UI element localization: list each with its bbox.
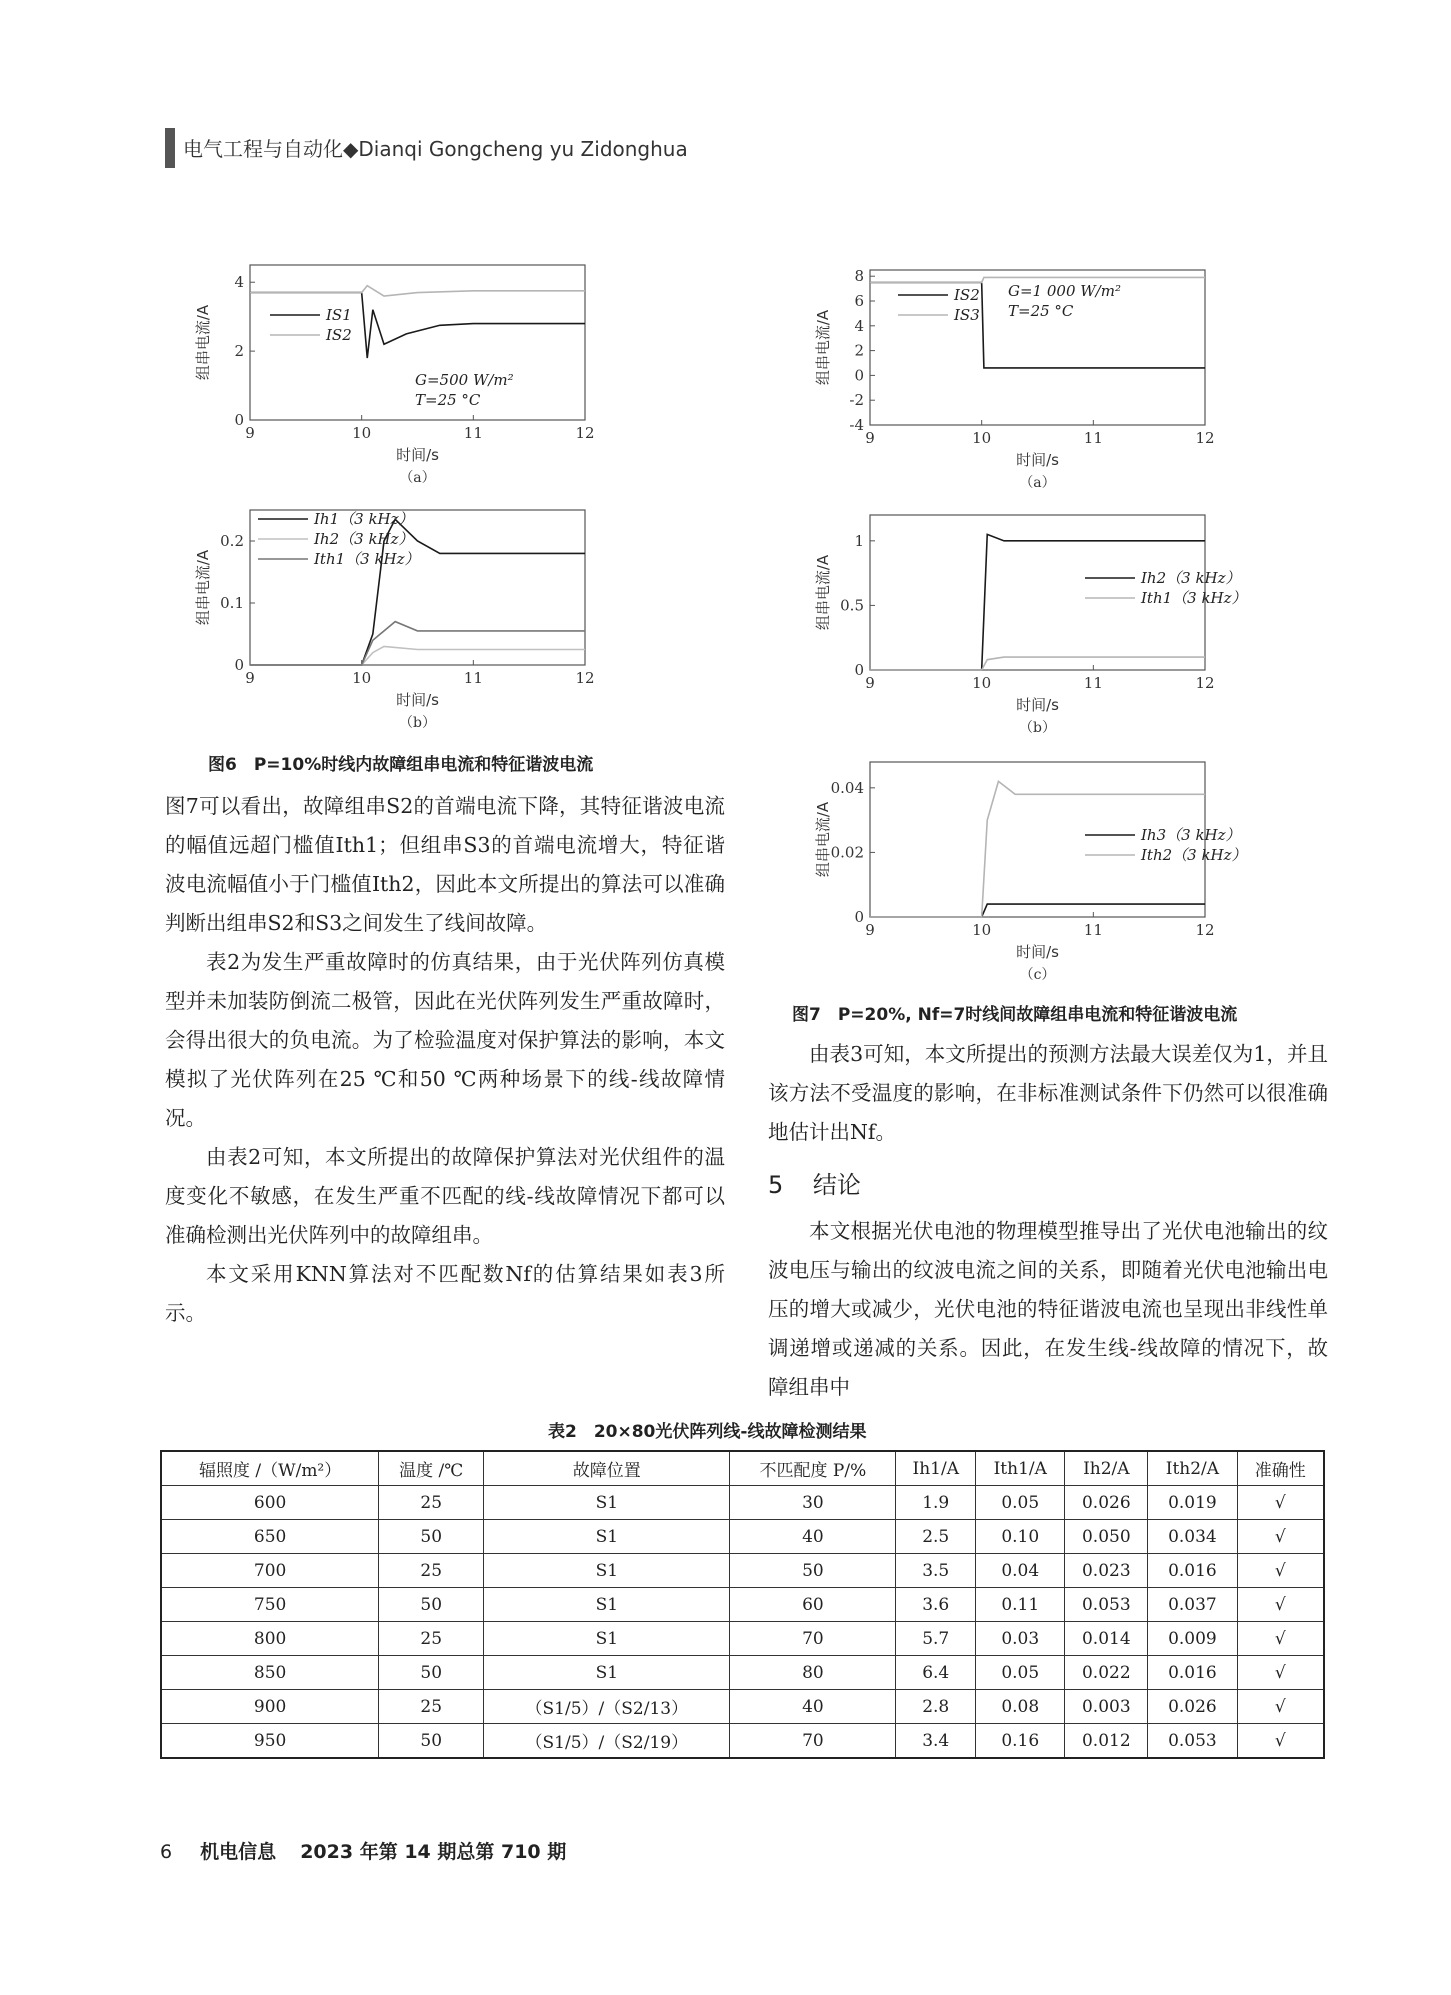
x-tick-label: 11 xyxy=(463,669,483,687)
table-cell: 900 xyxy=(161,1690,379,1724)
table-cell: S1 xyxy=(484,1486,730,1520)
paragraph: 由表2可知，本文所提出的故障保护算法对光伏组件的温度变化不敏感，在发生严重不匹配的线-线故障情况下都可以准确检测出光伏阵列中的故障组串。 xyxy=(165,1145,725,1247)
x-axis-label: 时间/s xyxy=(1016,451,1059,469)
paragraph: 由表3可知，本文所提出的预测方法最大误差仅为1，并且该方法不受温度的影响，在非标准测试条件下仍然可以很准确地估计出Nf。 xyxy=(768,1042,1328,1144)
table-cell: S1 xyxy=(484,1588,730,1622)
y-tick-label: -2 xyxy=(849,391,864,410)
x-tick-label: 12 xyxy=(1195,674,1215,692)
x-tick-label: 11 xyxy=(1083,921,1103,939)
table-cell: 0.023 xyxy=(1065,1554,1148,1588)
y-tick-label: 2 xyxy=(234,342,244,361)
x-tick-label: 10 xyxy=(352,669,372,687)
y-tick-label: 1 xyxy=(854,531,864,550)
legend-label: Ith2（3 kHz） xyxy=(1141,846,1247,864)
table-cell: 600 xyxy=(161,1486,379,1520)
legend-label: Ih1（3 kHz） xyxy=(314,510,414,528)
table-cell: 40 xyxy=(730,1690,896,1724)
series-line xyxy=(870,657,1205,670)
table-cell: S1 xyxy=(484,1520,730,1554)
table-cell: 950 xyxy=(161,1724,379,1759)
legend-label: Ih2（3 kHz） xyxy=(1141,569,1241,587)
table-row xyxy=(161,1724,1324,1759)
x-tick-label: 9 xyxy=(865,921,875,939)
section-number: 5 xyxy=(768,1171,784,1199)
series-line xyxy=(250,519,585,665)
y-axis-label: 组串电流/A xyxy=(194,304,212,381)
table-cell: 0.05 xyxy=(976,1656,1065,1690)
chart-annotation: G=500 W/m² xyxy=(415,371,514,389)
x-tick-label: 12 xyxy=(575,669,595,687)
table-cell: 3.5 xyxy=(896,1554,976,1588)
table-row xyxy=(161,1520,1324,1554)
section-title: 结论 xyxy=(812,1171,861,1199)
journal-header: 电气工程与自动化◆Dianqi Gongcheng yu Zidonghua xyxy=(183,137,688,161)
table-cell: 650 xyxy=(161,1520,379,1554)
table-header-cell: 辐照度 /（W/m²） xyxy=(161,1451,379,1486)
subfigure-label: （a） xyxy=(399,470,436,486)
legend-label: Ith1（3 kHz） xyxy=(314,550,420,568)
series-line xyxy=(870,904,1205,917)
journal-name: 机电信息 xyxy=(200,1841,277,1863)
x-tick-label: 9 xyxy=(865,674,875,692)
table-cell: 2.8 xyxy=(896,1690,976,1724)
table-cell: 3.4 xyxy=(896,1724,976,1759)
y-tick-label: 4 xyxy=(234,273,244,292)
table-cell: 0.016 xyxy=(1148,1656,1237,1690)
y-axis-label: 组串电流/A xyxy=(194,549,212,626)
table-cell: 0.026 xyxy=(1148,1690,1237,1724)
table-cell: √ xyxy=(1237,1656,1324,1690)
table-cell: 0.16 xyxy=(976,1724,1065,1759)
table-cell: 70 xyxy=(730,1724,896,1759)
x-tick-label: 12 xyxy=(1195,429,1215,447)
series-line xyxy=(250,646,585,665)
y-tick-label: 2 xyxy=(854,341,864,360)
y-tick-label: 0.2 xyxy=(220,532,244,550)
table-cell: 2.5 xyxy=(896,1520,976,1554)
x-tick-label: 10 xyxy=(352,424,372,442)
y-tick-label: 8 xyxy=(854,267,864,286)
left-column xyxy=(165,787,725,1333)
x-axis-label: 时间/s xyxy=(396,691,439,709)
subfigure-label: （c） xyxy=(1019,967,1056,983)
table-header-cell: Ih1/A xyxy=(896,1451,976,1486)
table-cell: 50 xyxy=(379,1656,484,1690)
series-line xyxy=(250,286,585,296)
figure-7c xyxy=(770,752,1330,992)
table-cell: 0.014 xyxy=(1065,1622,1148,1656)
fig7a-chart xyxy=(770,260,1330,500)
y-tick-label: 4 xyxy=(854,316,864,335)
legend-label: IS2 xyxy=(954,286,980,304)
y-tick-label: 0 xyxy=(854,366,864,385)
table-cell: 50 xyxy=(730,1554,896,1588)
table-cell: 0.053 xyxy=(1148,1724,1237,1759)
subfigure-label: （b） xyxy=(399,715,436,731)
table-cell: 60 xyxy=(730,1588,896,1622)
page-number: 6 xyxy=(160,1841,173,1863)
legend-label: Ith1（3 kHz） xyxy=(1141,589,1247,607)
y-axis-label: 组串电流/A xyxy=(814,554,832,631)
table-cell: 0.022 xyxy=(1065,1656,1148,1690)
table-cell: 5.7 xyxy=(896,1622,976,1656)
x-tick-label: 12 xyxy=(1195,921,1215,939)
x-tick-label: 9 xyxy=(245,424,255,442)
table-cell: （S1/5）/（S2/19） xyxy=(484,1724,730,1759)
table-row xyxy=(161,1486,1324,1520)
table-cell: 40 xyxy=(730,1520,896,1554)
table-cell: 0.08 xyxy=(976,1690,1065,1724)
y-tick-label: 6 xyxy=(854,292,864,310)
y-tick-label: 0 xyxy=(234,411,244,429)
x-tick-label: 11 xyxy=(1083,429,1103,447)
table-cell: 0.050 xyxy=(1065,1520,1148,1554)
paragraph: 本文采用KNN算法对不匹配数Nf的估算结果如表3所示。 xyxy=(165,1262,725,1325)
x-tick-label: 10 xyxy=(972,674,992,692)
table-header-cell: 温度 /℃ xyxy=(379,1451,484,1486)
subfigure-label: （b） xyxy=(1019,720,1056,736)
table-cell: 30 xyxy=(730,1486,896,1520)
series-line xyxy=(250,622,585,665)
table-title: 表2 20×80光伏阵列线-线故障检测结果 xyxy=(548,1422,867,1442)
table-header-cell: 准确性 xyxy=(1237,1451,1324,1486)
table-cell: （S1/5）/（S2/13） xyxy=(484,1690,730,1724)
x-axis-label: 时间/s xyxy=(1016,696,1059,714)
table-cell: 750 xyxy=(161,1588,379,1622)
figure-6b xyxy=(150,500,710,740)
legend-label: IS2 xyxy=(326,326,352,344)
issue-info: 2023 年第 14 期总第 710 期 xyxy=(300,1841,567,1863)
table-cell: 6.4 xyxy=(896,1656,976,1690)
chart-annotation: T=25 °C xyxy=(415,391,481,409)
table-header-cell: Ith2/A xyxy=(1148,1451,1237,1486)
table-row xyxy=(161,1622,1324,1656)
table-cell: √ xyxy=(1237,1724,1324,1759)
table-cell: 25 xyxy=(379,1622,484,1656)
table-cell: 70 xyxy=(730,1622,896,1656)
table-row xyxy=(161,1554,1324,1588)
x-tick-label: 11 xyxy=(1083,674,1103,692)
table-cell: √ xyxy=(1237,1520,1324,1554)
table-row xyxy=(161,1690,1324,1724)
section-heading xyxy=(768,1165,861,1200)
fig6a-chart xyxy=(150,255,710,495)
x-tick-label: 10 xyxy=(972,429,992,447)
table-cell: 0.012 xyxy=(1065,1724,1148,1759)
table-cell: 0.05 xyxy=(976,1486,1065,1520)
table-cell: 0.04 xyxy=(976,1554,1065,1588)
paragraph: 图7可以看出，故障组串S2的首端电流下降，其特征谐波电流的幅值远超门槛值Ith1；但组串S3的首端电流增大，特征谐波电流幅值小于门槛值Ith2，因此本文所提出的算法可以准确判断出组串S2和S3之间发生了线间故障。 xyxy=(165,794,725,935)
legend-label: IS1 xyxy=(326,306,352,324)
fig7b-chart xyxy=(770,505,1330,745)
table-row xyxy=(161,1656,1324,1690)
table-cell: 0.009 xyxy=(1148,1622,1237,1656)
table-cell: 0.026 xyxy=(1065,1486,1148,1520)
x-tick-label: 9 xyxy=(865,429,875,447)
y-axis-label: 组串电流/A xyxy=(814,801,832,878)
chart-annotation: T=25 °C xyxy=(1008,302,1074,320)
figure-6-caption: 图6 P=10%时线内故障组串电流和特征谐波电流 xyxy=(208,755,594,775)
table-cell: 0.03 xyxy=(976,1622,1065,1656)
y-tick-label: 0.5 xyxy=(840,596,864,615)
table-cell: 25 xyxy=(379,1486,484,1520)
table-cell: S1 xyxy=(484,1622,730,1656)
table-cell: 50 xyxy=(379,1724,484,1759)
subfigure-label: （a） xyxy=(1019,475,1056,491)
table-cell: 50 xyxy=(379,1588,484,1622)
right-column-intro xyxy=(768,1035,1328,1152)
figure-7a xyxy=(770,260,1330,500)
table-cell: 1.9 xyxy=(896,1486,976,1520)
series-line xyxy=(250,293,585,358)
table-header-row xyxy=(161,1451,1324,1486)
results-table xyxy=(160,1450,1325,1759)
figure-7b xyxy=(770,505,1330,745)
y-tick-label: 0 xyxy=(234,656,244,674)
table-cell: √ xyxy=(1237,1622,1324,1656)
page-footer xyxy=(160,1837,566,1864)
legend-label: Ih2（3 kHz） xyxy=(314,530,414,548)
y-axis-label: 组串电流/A xyxy=(814,309,832,386)
header-accent-bar xyxy=(165,128,175,168)
y-tick-label: 0 xyxy=(854,908,864,926)
table-cell: S1 xyxy=(484,1554,730,1588)
table-cell: 700 xyxy=(161,1554,379,1588)
table-cell: S1 xyxy=(484,1656,730,1690)
figure-7-caption: 图7 P=20%, Nf=7时线间故障组串电流和特征谐波电流 xyxy=(792,1005,1238,1025)
table-cell: √ xyxy=(1237,1690,1324,1724)
table-cell: 25 xyxy=(379,1690,484,1724)
table-cell: √ xyxy=(1237,1554,1324,1588)
table-row xyxy=(161,1588,1324,1622)
table-cell: 800 xyxy=(161,1622,379,1656)
table-cell: 0.003 xyxy=(1065,1690,1148,1724)
fig6b-chart xyxy=(150,500,710,740)
table-cell: 0.034 xyxy=(1148,1520,1237,1554)
y-tick-label: 0.1 xyxy=(220,594,244,612)
table-header-cell: 故障位置 xyxy=(484,1451,730,1486)
legend-label: IS3 xyxy=(954,306,980,324)
table-cell: 0.10 xyxy=(976,1520,1065,1554)
table-cell: 0.053 xyxy=(1065,1588,1148,1622)
x-axis-label: 时间/s xyxy=(1016,943,1059,961)
table-header-cell: Ih2/A xyxy=(1065,1451,1148,1486)
paragraph: 本文根据光伏电池的物理模型推导出了光伏电池输出的纹波电压与输出的纹波电流之间的关系，即随着光伏电池输出电压的增大或减少，光伏电池的特征谐波电流也呈现出非线性单调递增或递减的关系。因此，在发生线-线故障的情况下，故障组串中 xyxy=(768,1219,1328,1399)
table-cell: 80 xyxy=(730,1656,896,1690)
legend-label: Ih3（3 kHz） xyxy=(1141,826,1241,844)
y-tick-label: 0.04 xyxy=(830,778,864,797)
table-cell: 3.6 xyxy=(896,1588,976,1622)
table-header-cell: Ith1/A xyxy=(976,1451,1065,1486)
x-tick-label: 11 xyxy=(463,424,483,442)
plot-frame xyxy=(250,510,585,665)
table-cell: 50 xyxy=(379,1520,484,1554)
y-tick-label: 0 xyxy=(854,661,864,679)
table-cell: 25 xyxy=(379,1554,484,1588)
table-body xyxy=(161,1486,1324,1759)
table-cell: √ xyxy=(1237,1486,1324,1520)
table-header-cell: 不匹配度 P/% xyxy=(730,1451,896,1486)
figure-6a xyxy=(150,255,710,495)
chart-annotation: G=1 000 W/m² xyxy=(1008,282,1121,300)
x-tick-label: 9 xyxy=(245,669,255,687)
x-axis-label: 时间/s xyxy=(396,446,439,464)
x-tick-label: 10 xyxy=(972,921,992,939)
fig7c-chart xyxy=(770,752,1330,992)
table-cell: 0.11 xyxy=(976,1588,1065,1622)
table-cell: 0.016 xyxy=(1148,1554,1237,1588)
paragraph: 表2为发生严重故障时的仿真结果，由于光伏阵列仿真模型并未加装防倒流二极管，因此在光伏阵列发生严重故障时，会得出很大的负电流。为了检验温度对保护算法的影响，本文模拟了光伏阵列在25 ℃和50 ℃两种场景下的线-线故障情况。 xyxy=(165,950,725,1130)
table-cell: 0.037 xyxy=(1148,1588,1237,1622)
y-tick-label: -4 xyxy=(849,416,864,434)
y-tick-label: 0.02 xyxy=(830,843,864,862)
table-cell: 0.019 xyxy=(1148,1486,1237,1520)
x-tick-label: 12 xyxy=(575,424,595,442)
conclusion-text xyxy=(768,1212,1328,1407)
table-cell: 850 xyxy=(161,1656,379,1690)
table-cell: √ xyxy=(1237,1588,1324,1622)
